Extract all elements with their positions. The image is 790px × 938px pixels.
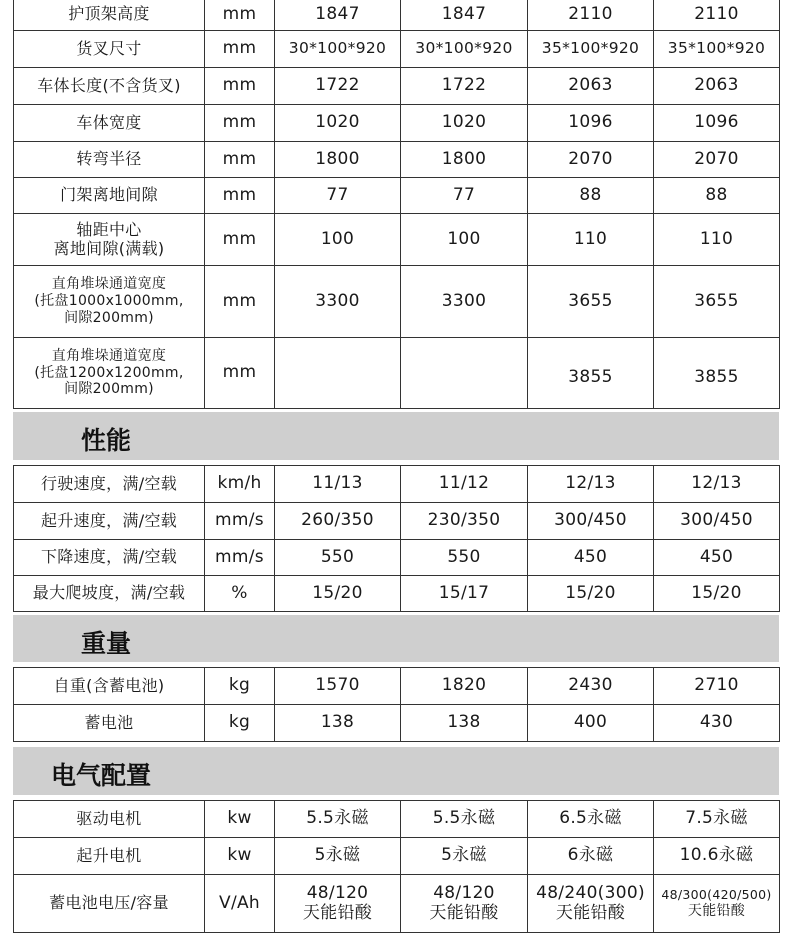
row-label-line: 直角堆垛通道宽度 (51, 347, 167, 364)
row-label: 起升电机 (14, 838, 205, 875)
section-title: 重量 (81, 629, 132, 658)
value-cell: 2110 (654, 0, 780, 31)
value-cell: 11/13 (275, 466, 401, 503)
section-title: 电气配置 (51, 761, 152, 790)
table-row (14, 214, 780, 266)
value-cell: 260/350 (275, 503, 401, 540)
value-cell: 5.5永磁 (275, 801, 401, 838)
value-cell: 1847 (401, 0, 528, 31)
value-cell: 1722 (401, 68, 528, 105)
value-cell: 138 (401, 705, 528, 742)
unit-cell: mm (205, 266, 275, 338)
value-cell: 35*100*920 (654, 31, 780, 68)
value-line: 48/300(420/500) (661, 887, 772, 903)
value-cell (654, 875, 780, 933)
row-label-line: 间隙200mm) (64, 309, 154, 326)
row-label: 最大爬坡度，满/空载 (14, 576, 205, 612)
unit-cell: km/h (205, 466, 275, 503)
value-cell: 230/350 (401, 503, 528, 540)
unit-cell: kg (205, 705, 275, 742)
table-row (14, 801, 780, 838)
value-cell: 3855 (654, 338, 780, 409)
value-cell: 1800 (275, 142, 401, 178)
value-cell: 3855 (528, 338, 654, 409)
row-label: 蓄电池电压/容量 (14, 875, 205, 933)
unit-cell: mm (205, 31, 275, 68)
row-label: 货叉尺寸 (14, 31, 205, 68)
row-label-line: (托盘1200x1200mm, (34, 364, 184, 381)
unit-cell: mm (205, 178, 275, 214)
value-cell (528, 875, 654, 933)
row-label (14, 266, 205, 338)
section-title: 性能 (81, 426, 132, 455)
table-row (14, 105, 780, 142)
unit-cell: V/Ah (205, 875, 275, 933)
dimensions-table (13, 0, 780, 409)
value-cell: 1820 (401, 668, 528, 705)
value-line: 天能铅酸 (555, 902, 626, 923)
section-header-performance (13, 412, 779, 460)
weight-table (13, 667, 780, 742)
value-cell: 3300 (275, 266, 401, 338)
table-row (14, 338, 780, 409)
value-cell: 88 (654, 178, 780, 214)
row-label: 车体宽度 (14, 105, 205, 142)
value-cell: 110 (528, 214, 654, 266)
value-line: 天能铅酸 (302, 902, 373, 923)
unit-cell: mm (205, 338, 275, 409)
row-label: 蓄电池 (14, 705, 205, 742)
electrical-table (13, 800, 780, 933)
value-cell: 1020 (401, 105, 528, 142)
value-cell: 1020 (275, 105, 401, 142)
unit-cell: kw (205, 801, 275, 838)
value-cell: 300/450 (528, 503, 654, 540)
value-cell: 138 (275, 705, 401, 742)
table-row (14, 142, 780, 178)
value-cell: 1800 (401, 142, 528, 178)
value-cell: 1570 (275, 668, 401, 705)
unit-cell: % (205, 576, 275, 612)
table-row (14, 68, 780, 105)
row-label: 驱动电机 (14, 801, 205, 838)
performance-table (13, 465, 780, 612)
table-row (14, 875, 780, 933)
value-cell: 2063 (528, 68, 654, 105)
value-cell: 5永磁 (401, 838, 528, 875)
value-cell (401, 875, 528, 933)
value-cell (275, 338, 401, 409)
value-cell: 3655 (654, 266, 780, 338)
table-row (14, 178, 780, 214)
unit-cell: mm (205, 0, 275, 31)
spec-sheet (13, 0, 779, 933)
row-label (14, 214, 205, 266)
value-cell (401, 338, 528, 409)
value-line: 48/120 (433, 882, 495, 903)
value-cell: 10.6永磁 (654, 838, 780, 875)
value-cell: 5.5永磁 (401, 801, 528, 838)
table-row (14, 266, 780, 338)
value-cell: 100 (401, 214, 528, 266)
value-cell: 2063 (654, 68, 780, 105)
value-cell: 12/13 (528, 466, 654, 503)
value-cell: 15/17 (401, 576, 528, 612)
unit-cell: kg (205, 668, 275, 705)
value-cell: 77 (401, 178, 528, 214)
row-label-line: (托盘1000x1000mm, (34, 293, 184, 310)
value-cell: 300/450 (654, 503, 780, 540)
row-label: 门架离地间隙 (14, 178, 205, 214)
value-cell: 400 (528, 705, 654, 742)
row-label (14, 338, 205, 409)
row-label: 车体长度(不含货叉) (14, 68, 205, 105)
value-cell: 35*100*920 (528, 31, 654, 68)
table-row (14, 540, 780, 576)
value-cell: 30*100*920 (401, 31, 528, 68)
value-cell: 77 (275, 178, 401, 214)
value-cell: 100 (275, 214, 401, 266)
value-cell: 1096 (528, 105, 654, 142)
value-cell: 2430 (528, 668, 654, 705)
value-cell: 15/20 (275, 576, 401, 612)
unit-cell: mm (205, 214, 275, 266)
value-line: 48/120 (306, 882, 369, 903)
value-cell: 550 (401, 540, 528, 576)
value-cell: 6.5永磁 (528, 801, 654, 838)
value-cell: 450 (654, 540, 780, 576)
row-label: 自重(含蓄电池) (14, 668, 205, 705)
row-label-line: 轴距中心 (76, 220, 142, 240)
value-cell: 11/12 (401, 466, 528, 503)
value-cell: 5永磁 (275, 838, 401, 875)
table-row (14, 705, 780, 742)
row-label: 转弯半径 (14, 142, 205, 178)
table-row (14, 668, 780, 705)
row-label: 行驶速度，满/空载 (14, 466, 205, 503)
value-cell: 430 (654, 705, 780, 742)
value-cell: 12/13 (654, 466, 780, 503)
row-label: 护顶架高度 (14, 0, 205, 31)
value-cell: 88 (528, 178, 654, 214)
unit-cell: mm/s (205, 503, 275, 540)
table-row (14, 0, 780, 31)
value-cell: 6永磁 (528, 838, 654, 875)
value-cell: 550 (275, 540, 401, 576)
value-cell: 7.5永磁 (654, 801, 780, 838)
value-line: 天能铅酸 (687, 902, 746, 919)
value-cell: 2710 (654, 668, 780, 705)
unit-cell: kw (205, 838, 275, 875)
unit-cell: mm (205, 105, 275, 142)
value-cell: 15/20 (654, 576, 780, 612)
value-cell: 110 (654, 214, 780, 266)
value-cell: 1847 (275, 0, 401, 31)
row-label: 下降速度，满/空载 (14, 540, 205, 576)
value-cell: 3300 (401, 266, 528, 338)
table-row (14, 576, 780, 612)
section-header-electrical (13, 747, 779, 795)
value-cell: 450 (528, 540, 654, 576)
value-cell: 15/20 (528, 576, 654, 612)
row-label-line: 间隙200mm) (64, 381, 154, 398)
row-label-line: 离地间隙(满载) (53, 238, 165, 258)
value-cell: 3655 (528, 266, 654, 338)
table-row (14, 838, 780, 875)
value-cell: 2070 (528, 142, 654, 178)
value-cell (275, 875, 401, 933)
row-label-line: 直角堆垛通道宽度 (51, 276, 167, 293)
unit-cell: mm (205, 142, 275, 178)
value-cell: 2070 (654, 142, 780, 178)
value-cell: 30*100*920 (275, 31, 401, 68)
unit-cell: mm/s (205, 540, 275, 576)
value-line: 48/240(300) (536, 882, 645, 903)
table-row (14, 466, 780, 503)
value-cell: 2110 (528, 0, 654, 31)
table-row (14, 503, 780, 540)
row-label: 起升速度，满/空载 (14, 503, 205, 540)
value-line: 天能铅酸 (429, 902, 499, 923)
value-cell: 1722 (275, 68, 401, 105)
table-row (14, 31, 780, 68)
value-cell: 1096 (654, 105, 780, 142)
unit-cell: mm (205, 68, 275, 105)
section-header-weight (13, 615, 779, 662)
